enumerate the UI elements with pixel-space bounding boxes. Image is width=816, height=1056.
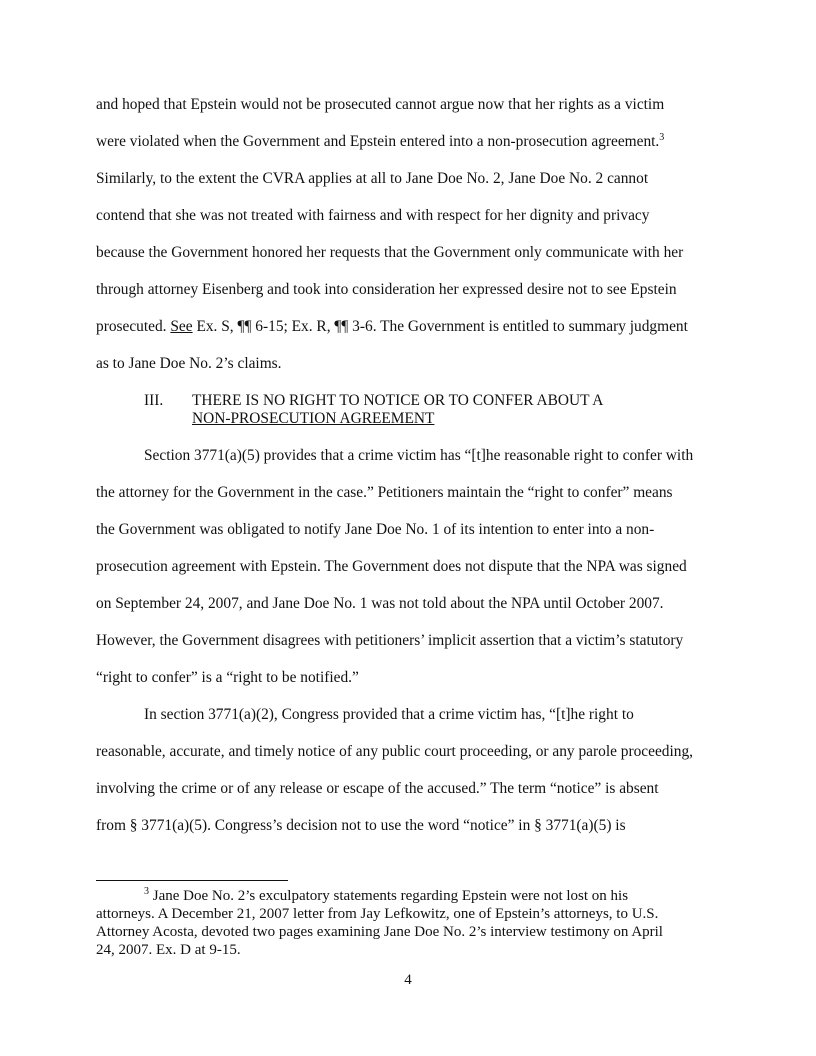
body-line: on September 24, 2007, and Jane Doe No. 1 was not told about the NPA until October 2007. [96,595,664,612]
footnote-separator [96,880,288,881]
section-title-line2: NON-PROSECUTION AGREEMENT [192,410,435,427]
body-line: the attorney for the Government in the case.” Petitioners maintain the “right to confer” means [96,484,673,501]
footnote-reference: 3 [659,131,665,143]
body-line: as to Jane Doe No. 2’s claims. [96,355,282,372]
body-line: from § 3771(a)(5). Congress’s decision not to use the word “notice” in § 3771(a)(5) is [96,817,626,834]
footnote-marker: 3 [144,886,149,897]
body-line: prosecuted. See Ex. S, ¶¶ 6-15; Ex. R, ¶¶ 3-6. The Government is entitled to summary judgment [96,318,688,335]
body-line: the Government was obligated to notify Jane Doe No. 1 of its intention to enter into a non- [96,521,655,538]
body-line: contend that she was not treated with fairness and with respect for her dignity and privacy [96,207,650,224]
body-line: through attorney Eisenberg and took into consideration her expressed desire not to see Epstein [96,281,677,298]
body-line: prosecution agreement with Epstein. The Government does not dispute that the NPA was signed [96,558,687,575]
section-title-line1: THERE IS NO RIGHT TO NOTICE OR TO CONFER ABOUT A [192,392,604,409]
footnote-line: 24, 2007. Ex. D at 9-15. [96,942,241,958]
body-line: Similarly, to the extent the CVRA applies at all to Jane Doe No. 2, Jane Doe No. 2 cannot [96,170,649,187]
footnote-line: $^3$ Jane Doe No. 2’s exculpatory statements regarding Epstein were not lost on his [144,886,629,904]
body-line: In section 3771(a)(2), Congress provided that a crime victim has, “[t]he right to [144,706,634,723]
body-line: involving the crime or of any release or escape of the accused.” The term “notice” is absent [96,780,659,797]
body-line: because the Government honored her requests that the Government only communicate with her [96,244,684,261]
body-line: “right to confer” is a “right to be notified.” [96,669,359,686]
section-number: III. [144,392,164,409]
body-line: and hoped that Epstein would not be prosecuted cannot argue now that her rights as a victim [96,96,665,113]
page-number: 4 [404,972,412,988]
body-line: Section 3771(a)(5) provides that a crime victim has “[t]he reasonable right to confer with [144,447,694,464]
body-line: were violated when the Government and Epstein entered into a non-prosecution agreement.$^3$ [96,131,665,150]
footnote-line: attorneys. A December 21, 2007 letter from Jay Lefkowitz, one of Epstein’s attorneys, to U.S. [96,906,659,922]
footnote-line: Attorney Acosta, devoted two pages examining Jane Doe No. 2’s interview testimony on April [96,924,663,940]
body-line: However, the Government disagrees with petitioners’ implicit assertion that a victim’s statutory [96,632,684,649]
citation-signal: See [170,318,193,335]
body-line: reasonable, accurate, and timely notice of any public court proceeding, or any parole proceeding, [96,743,693,760]
